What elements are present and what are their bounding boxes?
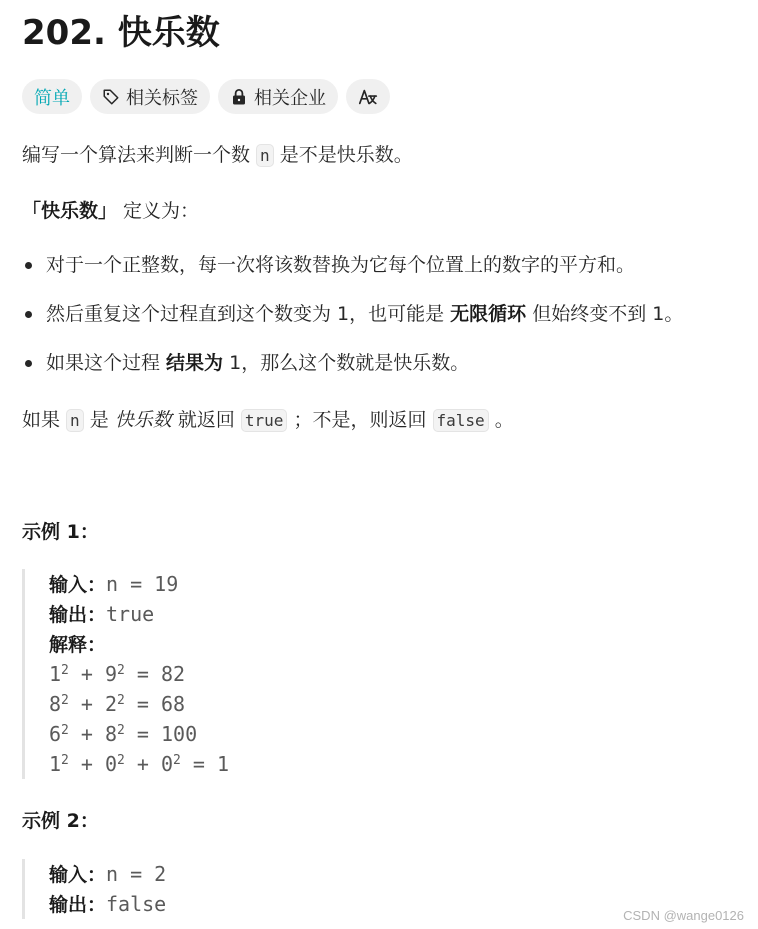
inline-code-n: n	[256, 144, 274, 167]
explain-label: 解释：	[49, 634, 107, 656]
output-label: 输出：	[49, 604, 107, 626]
definition-heading	[22, 196, 199, 226]
list-item-text: 但始终变不到 1。	[526, 303, 684, 325]
example-2-block	[22, 859, 166, 919]
desc-text: 如果	[22, 409, 67, 431]
explain-line: $8^2 + 2^2 = 68$	[49, 692, 186, 716]
definition-rest: 定义为：	[117, 200, 200, 222]
input-label: 输入：	[49, 574, 107, 596]
input-label: 输入：	[49, 864, 107, 886]
lock-icon	[230, 88, 248, 106]
inline-code-true: true	[241, 409, 288, 432]
related-companies-label: 相关企业	[254, 87, 326, 109]
related-companies-button[interactable]	[218, 79, 338, 114]
tag-icon	[102, 88, 120, 106]
page-title: 202. 快乐数	[22, 13, 220, 53]
list-item-text: 1，那么这个数就是快乐数。	[223, 352, 470, 374]
explain-line: $6^2 + 8^2 = 100$	[49, 722, 198, 746]
watermark: CSDN @wange0126	[623, 908, 744, 923]
output-value: false	[106, 892, 167, 916]
list-item	[22, 250, 683, 299]
bold-text: 结果为	[166, 352, 224, 374]
desc-text: 是不是快乐数。	[273, 144, 413, 166]
desc-text: 就返回	[171, 409, 241, 431]
return-paragraph	[22, 405, 514, 436]
related-topics-button[interactable]	[90, 79, 210, 114]
desc-text: ；不是，则返回	[287, 409, 433, 431]
explain-line: $1^2 + 0^2 + 0^2 = 1$	[49, 752, 230, 776]
inline-code-n: n	[66, 409, 84, 432]
output-label: 输出：	[49, 894, 107, 916]
input-value: n = 2	[106, 862, 167, 886]
inline-code-false: false	[433, 409, 489, 432]
example-1-explain	[49, 629, 229, 659]
desc-text: 是	[83, 409, 115, 431]
tag-bar	[22, 79, 390, 114]
desc-text: 编写一个算法来判断一个数	[22, 144, 257, 166]
example-2-title: 示例 2：	[22, 810, 99, 832]
output-value: true	[106, 602, 155, 626]
definition-term: 「快乐数」	[22, 200, 118, 222]
example-2-input	[49, 859, 166, 889]
example-2-output	[49, 889, 166, 919]
list-item-text: 对于一个正整数，每一次将该数替换为它每个位置上的数字的平方和。	[46, 254, 636, 276]
italic-text: 快乐数	[114, 409, 172, 431]
example-1-output	[49, 599, 229, 629]
related-topics-label: 相关标签	[126, 87, 198, 109]
list-item-text: 然后重复这个过程直到这个数变为 1，也可能是	[46, 303, 451, 325]
example-1-title: 示例 1：	[22, 521, 99, 543]
list-item-text: 如果这个过程	[46, 352, 167, 374]
translate-button[interactable]	[346, 79, 390, 114]
bold-text: 无限循环	[450, 303, 527, 325]
difficulty-badge[interactable]	[22, 79, 82, 114]
explain-line: $1^2 + 9^2 = 82$	[49, 662, 186, 686]
example-1-input	[49, 569, 229, 599]
difficulty-label: 简单	[34, 87, 70, 109]
definition-list	[22, 250, 683, 397]
description-paragraph-1	[22, 140, 413, 171]
desc-text: 。	[488, 409, 514, 431]
list-item	[22, 348, 683, 397]
translate-icon	[357, 86, 379, 108]
input-value: n = 19	[106, 572, 179, 596]
example-1-block	[22, 569, 229, 779]
list-item	[22, 299, 683, 348]
